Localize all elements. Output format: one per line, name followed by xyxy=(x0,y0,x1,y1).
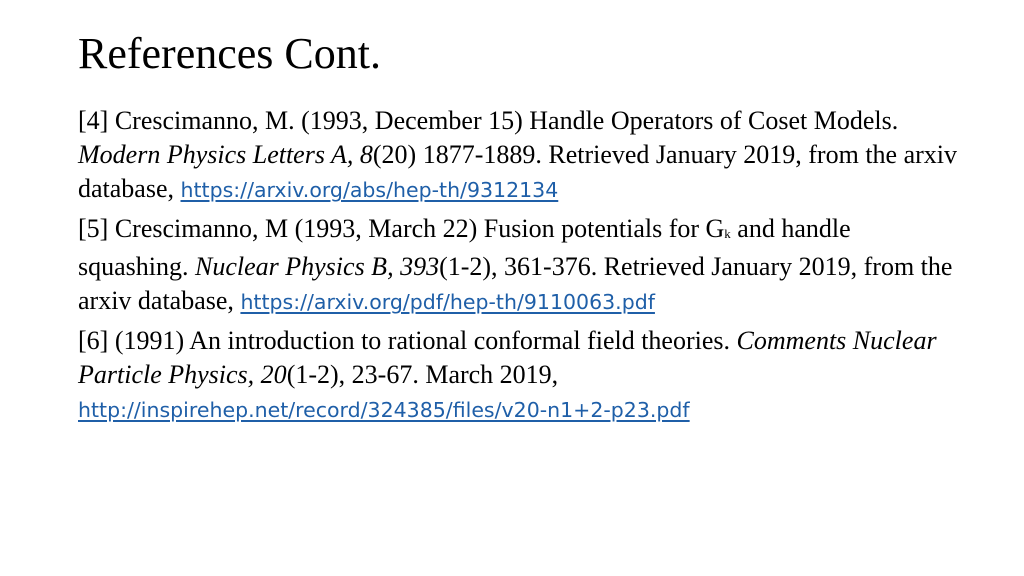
reference-journal: Modern Physics Letters A, 8 xyxy=(78,140,373,169)
reference-text: (1991) An introduction to rational conformal field theories. xyxy=(108,326,737,355)
references-list xyxy=(78,104,958,432)
subscript-k: k xyxy=(724,226,731,241)
reference-text: Crescimanno, M. (1993, December 15) Handle Operators of Coset Models. xyxy=(108,106,899,135)
reference-details: (1-2), 361-376. Retrieved January 2019, from the arxiv database, xyxy=(78,252,953,315)
reference-item-6 xyxy=(78,324,958,427)
reference-link[interactable]: http://inspirehep.net/record/324385/files/v20-n1+2-p23.pdf xyxy=(78,398,690,422)
slide-title: References Cont. xyxy=(78,29,381,78)
reference-number: [6] xyxy=(78,326,109,355)
reference-number: [4] xyxy=(78,106,109,135)
reference-link[interactable]: https://arxiv.org/pdf/hep-th/9110063.pdf xyxy=(240,290,655,314)
reference-details: (1-2), 23-67. March 2019, xyxy=(286,360,559,389)
reference-text: Crescimanno, M (1993, March 22) Fusion potentials for G xyxy=(108,214,725,243)
reference-number: [5] xyxy=(78,214,109,243)
reference-details: (20) 1877-1889. Retrieved January 2019, from the arxiv database, xyxy=(78,140,957,203)
reference-text-cont: and handle squashing. xyxy=(78,214,851,281)
reference-item-5 xyxy=(78,212,958,319)
reference-link[interactable]: https://arxiv.org/abs/hep-th/9312134 xyxy=(180,178,559,202)
reference-journal: Nuclear Physics B, 393 xyxy=(195,252,440,281)
reference-item-4 xyxy=(78,104,958,207)
reference-journal: Comments Nuclear Particle Physics, 20 xyxy=(78,326,937,389)
